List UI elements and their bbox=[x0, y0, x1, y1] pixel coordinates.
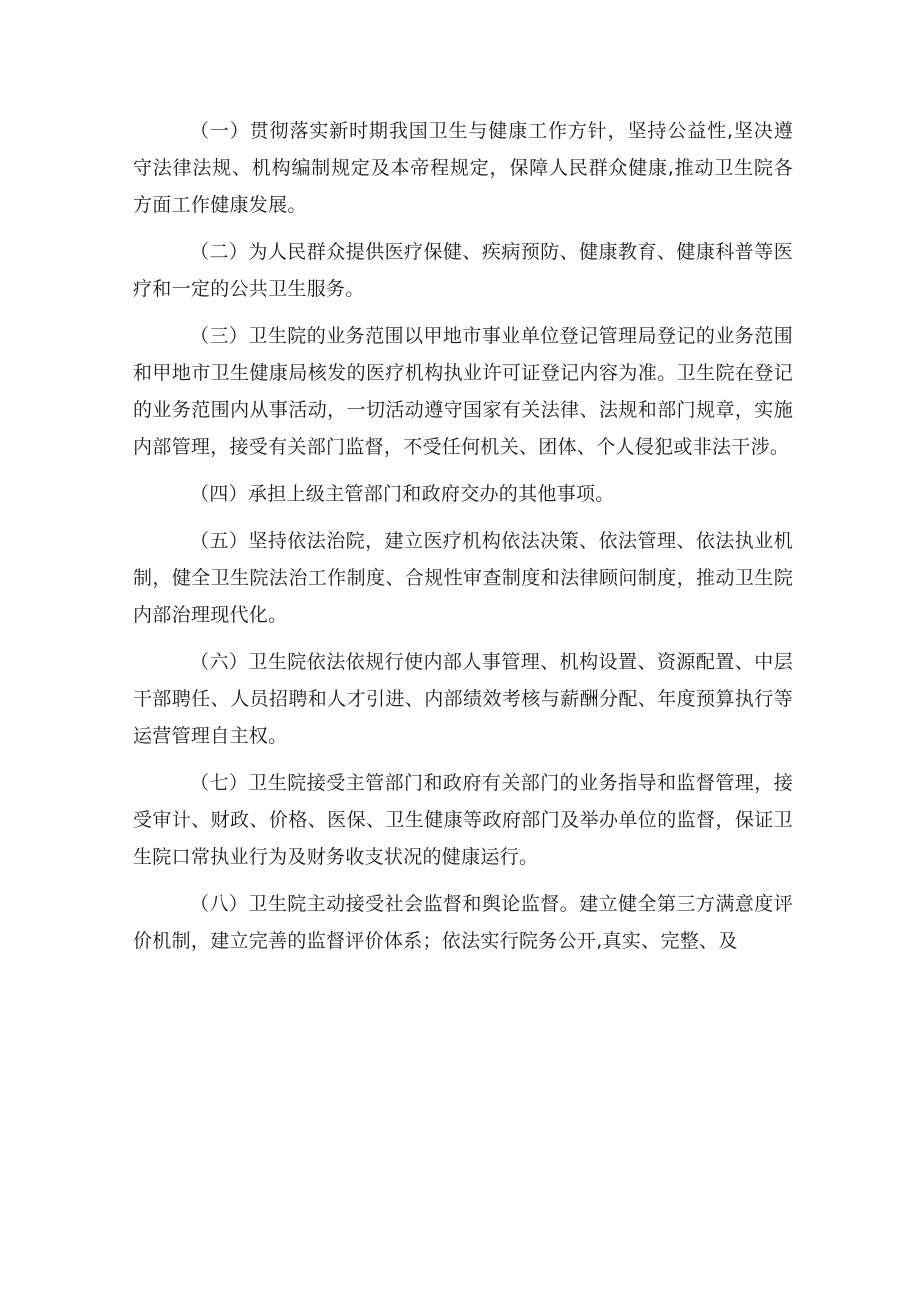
paragraph-7: （七）卫生院接受主管部门和政府有关部门的业务指导和监督管理，接受审计、财政、价格、医保、卫生健康等政府部门及举办单位的监督，保证卫生院口常执业行为及财务收支状况的健康运行。 bbox=[133, 772, 793, 868]
paragraph-1: （一）贯彻落实新时期我国卫生与健康工作方针，坚持公益性,坚决遵守法律法规、机构编制规定及本帝程规定，保障人民群众健康,推动卫生院各方面工作健康发展。 bbox=[133, 120, 793, 216]
paragraph-5: （五）坚持依法治院，建立医疗机构依法决策、依法管理、依法执业机制，健全卫生院法治工作制度、合规性审查制度和法律顾问制度，推动卫生院内部治理现代化。 bbox=[133, 530, 793, 626]
paragraph-2: （二）为人民群众提供医疗保健、疾病预防、健康教育、健康科普等医疗和一定的公共卫生服务。 bbox=[133, 241, 793, 300]
document-body bbox=[133, 113, 793, 970]
paragraph-6: （六）卫生院依法依规行使内部人事管理、机构设置、资源配置、中层干部聘任、人员招聘和人才引进、内部绩效考核与薪酬分配、年度预算执行等运营管理自主权。 bbox=[133, 651, 793, 747]
paragraph-3: （三）卫生院的业务范围以甲地市事业单位登记管理局登记的业务范围和甲地市卫生健康局核发的医疗机构执业许可证登记内容为准。卫生院在登记的业务范围内从事活动，一切活动遵守国家有关法律、法规和部门规章，实施内部管理，接受有关部门监督，不受任何机关、团体、个人侵犯或非法干涉。 bbox=[133, 325, 793, 458]
paragraph-4: （四）承担上级主管部门和政府交办的其他事项。 bbox=[190, 483, 615, 505]
paragraph-8: （八）卫生院主动接受社会监督和舆论监督。建立健全第三方满意度评价机制，建立完善的监督评价体系；依法实行院务公开,真实、完整、及 bbox=[133, 893, 793, 952]
